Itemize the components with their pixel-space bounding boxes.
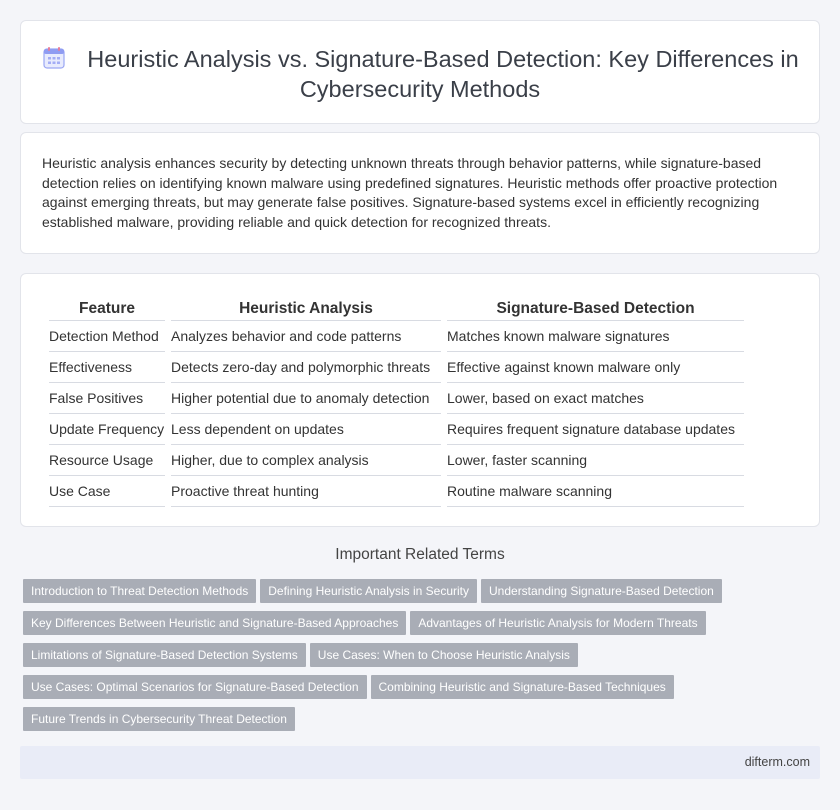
calendar-icon (41, 45, 67, 71)
table-row (49, 321, 744, 352)
table-cell: Effectiveness (49, 352, 165, 383)
related-terms-list (23, 579, 813, 739)
table-row (49, 383, 744, 414)
page-title (21, 44, 819, 104)
related-term-tag[interactable]: Key Differences Between Heuristic and Signature-Based Approaches (23, 611, 406, 635)
page-title-text: Heuristic Analysis vs. Signature-Based Detection: Key Differences in Cybersecurity Methods (87, 46, 799, 102)
intro-text: Heuristic analysis enhances security by detecting unknown threats through behavior patterns, while signature-based detection relies on identifying known malware using predefined signatures. Heuristic methods offer proactive protection against emerging threats, but may generate false positives. Signature-based systems excel in efficiently recognizing established malware, providing reliable and quick detection for recognized threats. (42, 155, 778, 230)
table-cell: Routine malware scanning (447, 476, 744, 507)
footer-site-link[interactable]: difterm.com (744, 755, 810, 769)
related-term-tag[interactable]: Use Cases: Optimal Scenarios for Signature-Based Detection (23, 675, 367, 699)
table-cell: Less dependent on updates (171, 414, 441, 445)
table-header-row (49, 295, 744, 321)
related-term-tag[interactable]: Use Cases: When to Choose Heuristic Analysis (310, 643, 578, 667)
related-term-tag[interactable]: Combining Heuristic and Signature-Based Techniques (371, 675, 674, 699)
table-cell: Resource Usage (49, 445, 165, 476)
header-card (20, 20, 820, 124)
table-cell: Proactive threat hunting (171, 476, 441, 507)
column-header: Signature-Based Detection (447, 295, 744, 321)
footer (20, 746, 820, 779)
table-cell: Detection Method (49, 321, 165, 352)
table-cell: Update Frequency (49, 414, 165, 445)
column-header: Feature (49, 295, 165, 321)
table-cell: Analyzes behavior and code patterns (171, 321, 441, 352)
intro-card (20, 132, 820, 254)
table-cell: Requires frequent signature database updates (447, 414, 744, 445)
table-row (49, 352, 744, 383)
related-term-tag[interactable]: Advantages of Heuristic Analysis for Modern Threats (410, 611, 705, 635)
table-row (49, 445, 744, 476)
table-cell: Use Case (49, 476, 165, 507)
comparison-table-card (20, 273, 820, 527)
table-cell: Matches known malware signatures (447, 321, 744, 352)
related-term-tag[interactable]: Limitations of Signature-Based Detection Systems (23, 643, 306, 667)
table-row (49, 414, 744, 445)
table-cell: False Positives (49, 383, 165, 414)
related-term-tag[interactable]: Introduction to Threat Detection Methods (23, 579, 256, 603)
related-term-tag[interactable]: Understanding Signature-Based Detection (481, 579, 722, 603)
related-terms-title: Important Related Terms (335, 546, 505, 563)
related-term-tag[interactable]: Future Trends in Cybersecurity Threat Detection (23, 707, 295, 731)
table-row (49, 476, 744, 507)
comparison-table (43, 295, 750, 507)
table-cell: Effective against known malware only (447, 352, 744, 383)
table-cell: Detects zero-day and polymorphic threats (171, 352, 441, 383)
table-cell: Higher potential due to anomaly detection (171, 383, 441, 414)
table-cell: Lower, based on exact matches (447, 383, 744, 414)
table-cell: Lower, faster scanning (447, 445, 744, 476)
related-term-tag[interactable]: Defining Heuristic Analysis in Security (260, 579, 477, 603)
table-cell: Higher, due to complex analysis (171, 445, 441, 476)
column-header: Heuristic Analysis (171, 295, 441, 321)
